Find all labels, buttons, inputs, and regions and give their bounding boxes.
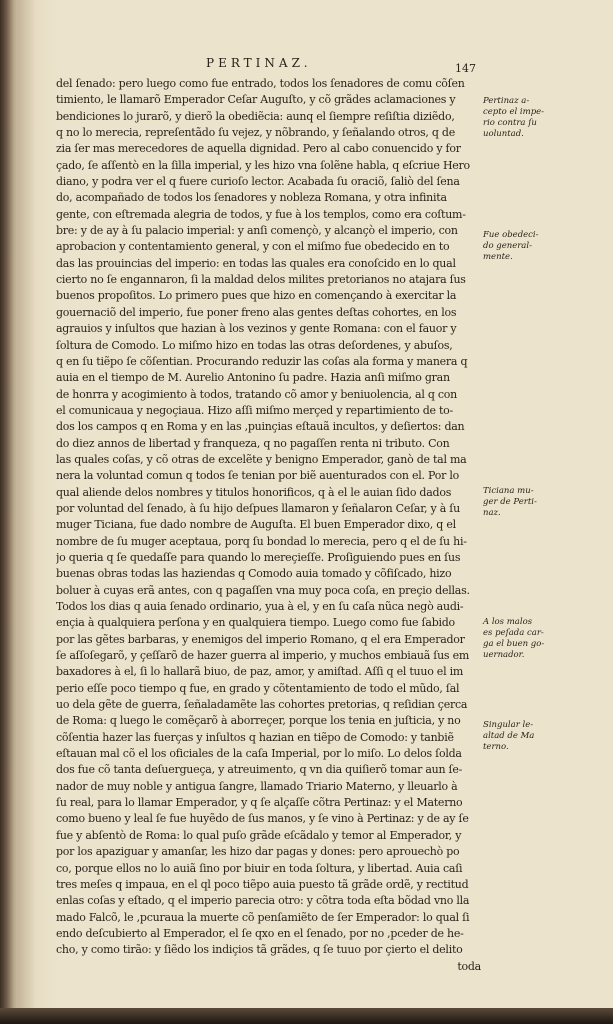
text-line: Todos los dias q auia ſenado ordinario, yua à el, y en ſu caſa nũca negò audi-: [56, 600, 464, 613]
text-line: gente, con eſtremada alegria de todos, y fue à los templos, como era coſtum-: [56, 207, 466, 221]
margin-note-line: A los malos: [483, 617, 533, 627]
text-line: aprobacion y contentamiento general, y con el miſmo fue obedecido en to: [56, 240, 450, 254]
margin-note-line: naz.: [483, 508, 501, 518]
margin-note-ticiana: [483, 486, 563, 519]
text-line: fue y abſentò de Roma: lo qual puſo grãde eſcãdalo y temor al Emperador, y: [56, 828, 462, 842]
text-line: perio eſſe poco tiempo q fue, en grado y cõtentamiento de todo el mũdo, ſal: [56, 681, 460, 695]
page-number: 147: [455, 62, 476, 75]
text-line: bendiciones lo jurarõ, y dierõ la obediẽcia: aunq el ſiempre reſiſtia diziẽdo,: [56, 109, 455, 123]
text-line: muger Ticiana, fue dado nombre de Auguſta. El buen Emperador dixo, q el: [56, 518, 456, 532]
margin-note-line: uernador.: [483, 650, 525, 660]
text-line: mado Falcõ, le ,pcuraua la muerte cõ penſamiẽto de ſer Emperador: lo qual ſi: [56, 910, 470, 924]
text-line: agrauios y inſultos que hazian à los vezinos y gente Romana: con el fauor y: [56, 322, 457, 336]
text-line: el comunicaua y negoçiaua. Hizo aſſi miſmo merçed y repartimiento de to-: [56, 403, 454, 417]
book-page: [18, 0, 613, 1013]
running-title: PERTINAZ.: [206, 56, 312, 70]
margin-note-pertinaz: [483, 96, 563, 140]
text-line: del ſenado: pero luego como fue entrado, todos los ſenadores de comu cõſen: [56, 77, 465, 90]
margin-note-line: mente.: [483, 252, 513, 262]
margin-note-line: cepto el impe-: [483, 107, 545, 117]
margin-note-line: ger de Perti-: [483, 497, 537, 507]
text-line: enlas coſas y eſtado, q el imperio parecia otro: y cõtra toda eſta bõdad vno lla: [56, 894, 470, 908]
text-line: jo queria q ſe quedaſſe para quando lo mereçieſſe. Proſiguiendo pues en ſus: [56, 550, 461, 564]
margin-note-line: uoluntad.: [483, 129, 524, 139]
text-line: qual aliende delos nombres y titulos honorificos, q à el le auian ſido dados: [56, 485, 452, 499]
text-line: ſu real, para lo llamar Emperador, y q ſe alçaſſe cõtra Pertinaz: y el Materno: [56, 796, 463, 810]
margin-note-line: Fue obedeci-: [483, 230, 539, 240]
text-line: de Roma: q luego le comẽçarõ à aborreçer, porque los tenia en juſticia, y no: [56, 714, 461, 728]
text-line: tres meſes q impaua, en el ql poco tiẽpo auia puesto tã grãde ordẽ, y rectitud: [56, 877, 469, 891]
text-line: cierto no ſe engannaron, ſi la maldad delos milites pretorianos no atajara ſus: [56, 273, 466, 287]
text-line: co, porque ellos no lo auiã ſino por biuir en toda ſoltura, y libertad. Auia caſi: [56, 861, 463, 875]
margin-note-line: es peſada car-: [483, 628, 544, 638]
text-line: ſe aſſoſegarõ, y çeſſarõ de hazer guerra al imperio, y muchos embiauã ſus em: [56, 649, 470, 663]
text-line: por voluntad del ſenado, à ſu hijo deſpues llamaron y ſeñalaron Ceſar, y à ſu: [56, 501, 460, 515]
text-line: das las prouincias del imperio: en todas las quales era conoſcido en lo qual: [56, 256, 456, 270]
text-line: uo dela gẽte de guerra, ſeñaladamẽte las cohortes pretorias, q reſidian çerca: [56, 698, 468, 712]
margin-note-line: do general-: [483, 241, 532, 251]
text-line: dos fue cõ tanta deſuergueça, y atreuimento, q vn dia quiſierõ tomar aun ſe-: [56, 763, 463, 777]
margin-note-line: Ticiana mu-: [483, 486, 534, 496]
page-edge-shadow: [0, 1008, 613, 1024]
text-line: çado, ſe aſſentò en la ſilla imperial, y les hizo vna ſolẽne habla, q eſcriue Hero: [56, 158, 470, 172]
text-line: nera la voluntad comun q todos ſe tenian por biẽ auenturados con el. Por lo: [56, 469, 459, 483]
margin-note-malos: [483, 617, 563, 661]
text-line: eſtauan mal cõ el los oficiales de la caſa Imperial, por lo miſo. Lo delos ſolda: [56, 747, 462, 761]
text-line: q no lo merecia, repreſentãdo ſu vejez, y nõbrando, y ſeñalando otros, q de: [56, 126, 455, 140]
text-line: do, acompañado de todos los ſenadores y nobleza Romana, y otra infinita: [56, 191, 447, 205]
margin-note-materno: [483, 720, 563, 753]
main-text-column: [56, 76, 481, 975]
text-line: q en ſu tiẽpo ſe cõſentian. Procurando reduzir las coſas ala forma y manera q: [56, 354, 468, 368]
margin-note-line: terno.: [483, 742, 509, 752]
text-line: gouernaciõ del imperio, fue poner freno alas gentes deſtas cohortes, en los: [56, 305, 457, 319]
text-line: como bueno y leal ſe fue huyẽdo de ſus manos, y ſe vino à Pertinaz: y de ay ſe: [56, 812, 469, 826]
text-line: por los apaziguar y amanſar, les hizo dar pagas y dones: pero aprouechò po: [56, 845, 460, 859]
text-line: buenas obras todas las haziendas q Comodo auia tomado y cõfiſcado, hizo: [56, 567, 452, 581]
margin-note-line: Singular le-: [483, 720, 534, 730]
text-line: cõſentia hazer las fuerças y inſultos q hazian en tiẽpo de Comodo: y tanbiẽ: [56, 730, 454, 744]
text-line: nador de muy noble y antigua ſangre, llamado Triario Materno, y lleuarlo à: [56, 779, 458, 793]
text-line: las quales coſas, y cõ otras de excelẽte y benigno Emperador, ganò de tal ma: [56, 452, 467, 466]
text-line: por las gẽtes barbaras, y enemigos del imperio Romano, q el era Emperador: [56, 632, 465, 646]
text-line: auia en el tiempo de M. Aurelio Antonino ſu padre. Hazia anſi miſmo gran: [56, 371, 450, 385]
margin-note-line: Pertinaz a-: [483, 96, 530, 106]
text-line: zia ſer mas merecedores de aquella dignidad. Pero al cabo conuencido y for: [56, 142, 461, 156]
text-line: boluer à cuyas erã antes, con q pagaſſen vna muy poca coſa, en preçio dellas.: [56, 583, 470, 597]
text-line: baxadores à el, ſi lo hallarã biuo, de paz, amor, y amiſtad. Aſſi q el tuuo el im: [56, 665, 464, 679]
text-line: ençia à qualquiera perſona y en qualquiera tiempo. Luego como fue ſabido: [56, 616, 455, 630]
text-line: ſoltura de Comodo. Lo miſmo hizo en todas las otras deſordenes, y abuſos,: [56, 338, 453, 352]
margin-note-line: ga el buen go-: [483, 639, 545, 649]
margin-note-line: rio contra ſu: [483, 118, 537, 128]
text-line: cho, y como tirão: y ſiẽdo los indiçios tã grãdes, q ſe tuuo por çierto el delito: [56, 943, 463, 957]
text-line: bre: y de ay à ſu palacio imperial: y anſi començò, y alcançò el imperio, con: [56, 224, 458, 238]
text-line: endo deſcubierto al Emperador, el ſe qxo en el ſenado, por no ,pceder de he-: [56, 926, 464, 940]
text-line: buenos propoſitos. Lo primero pues que hizo en començando à exercitar la: [56, 289, 457, 303]
text-line: nombre de ſu muger aceptaua, porq ſu bondad lo merecia, pero q el de ſu hi-: [56, 534, 467, 548]
text-line: diano, y podra ver el q fuere curioſo lector. Acabada ſu oraciõ, ſaliò del ſena: [56, 175, 460, 189]
text-line: do diez annos de libertad y franqueza, q no pagaſſen renta ni tributo. Con: [56, 436, 450, 450]
text-line: de honrra y acogimiento à todos, tratando cõ amor y beniuolencia, al q con: [56, 387, 458, 401]
text-line: dos los campos q en Roma y en las ,puinçias eſtauã incultos, y deſiertos: dan: [56, 420, 465, 434]
margin-note-obedecido: [483, 230, 563, 263]
margin-note-line: altad de Ma: [483, 731, 535, 741]
catchword: toda: [457, 959, 481, 973]
text-line: timiento, le llamarõ Emperador Ceſar Auguſto, y cõ grãdes aclamaciones y: [56, 93, 456, 107]
